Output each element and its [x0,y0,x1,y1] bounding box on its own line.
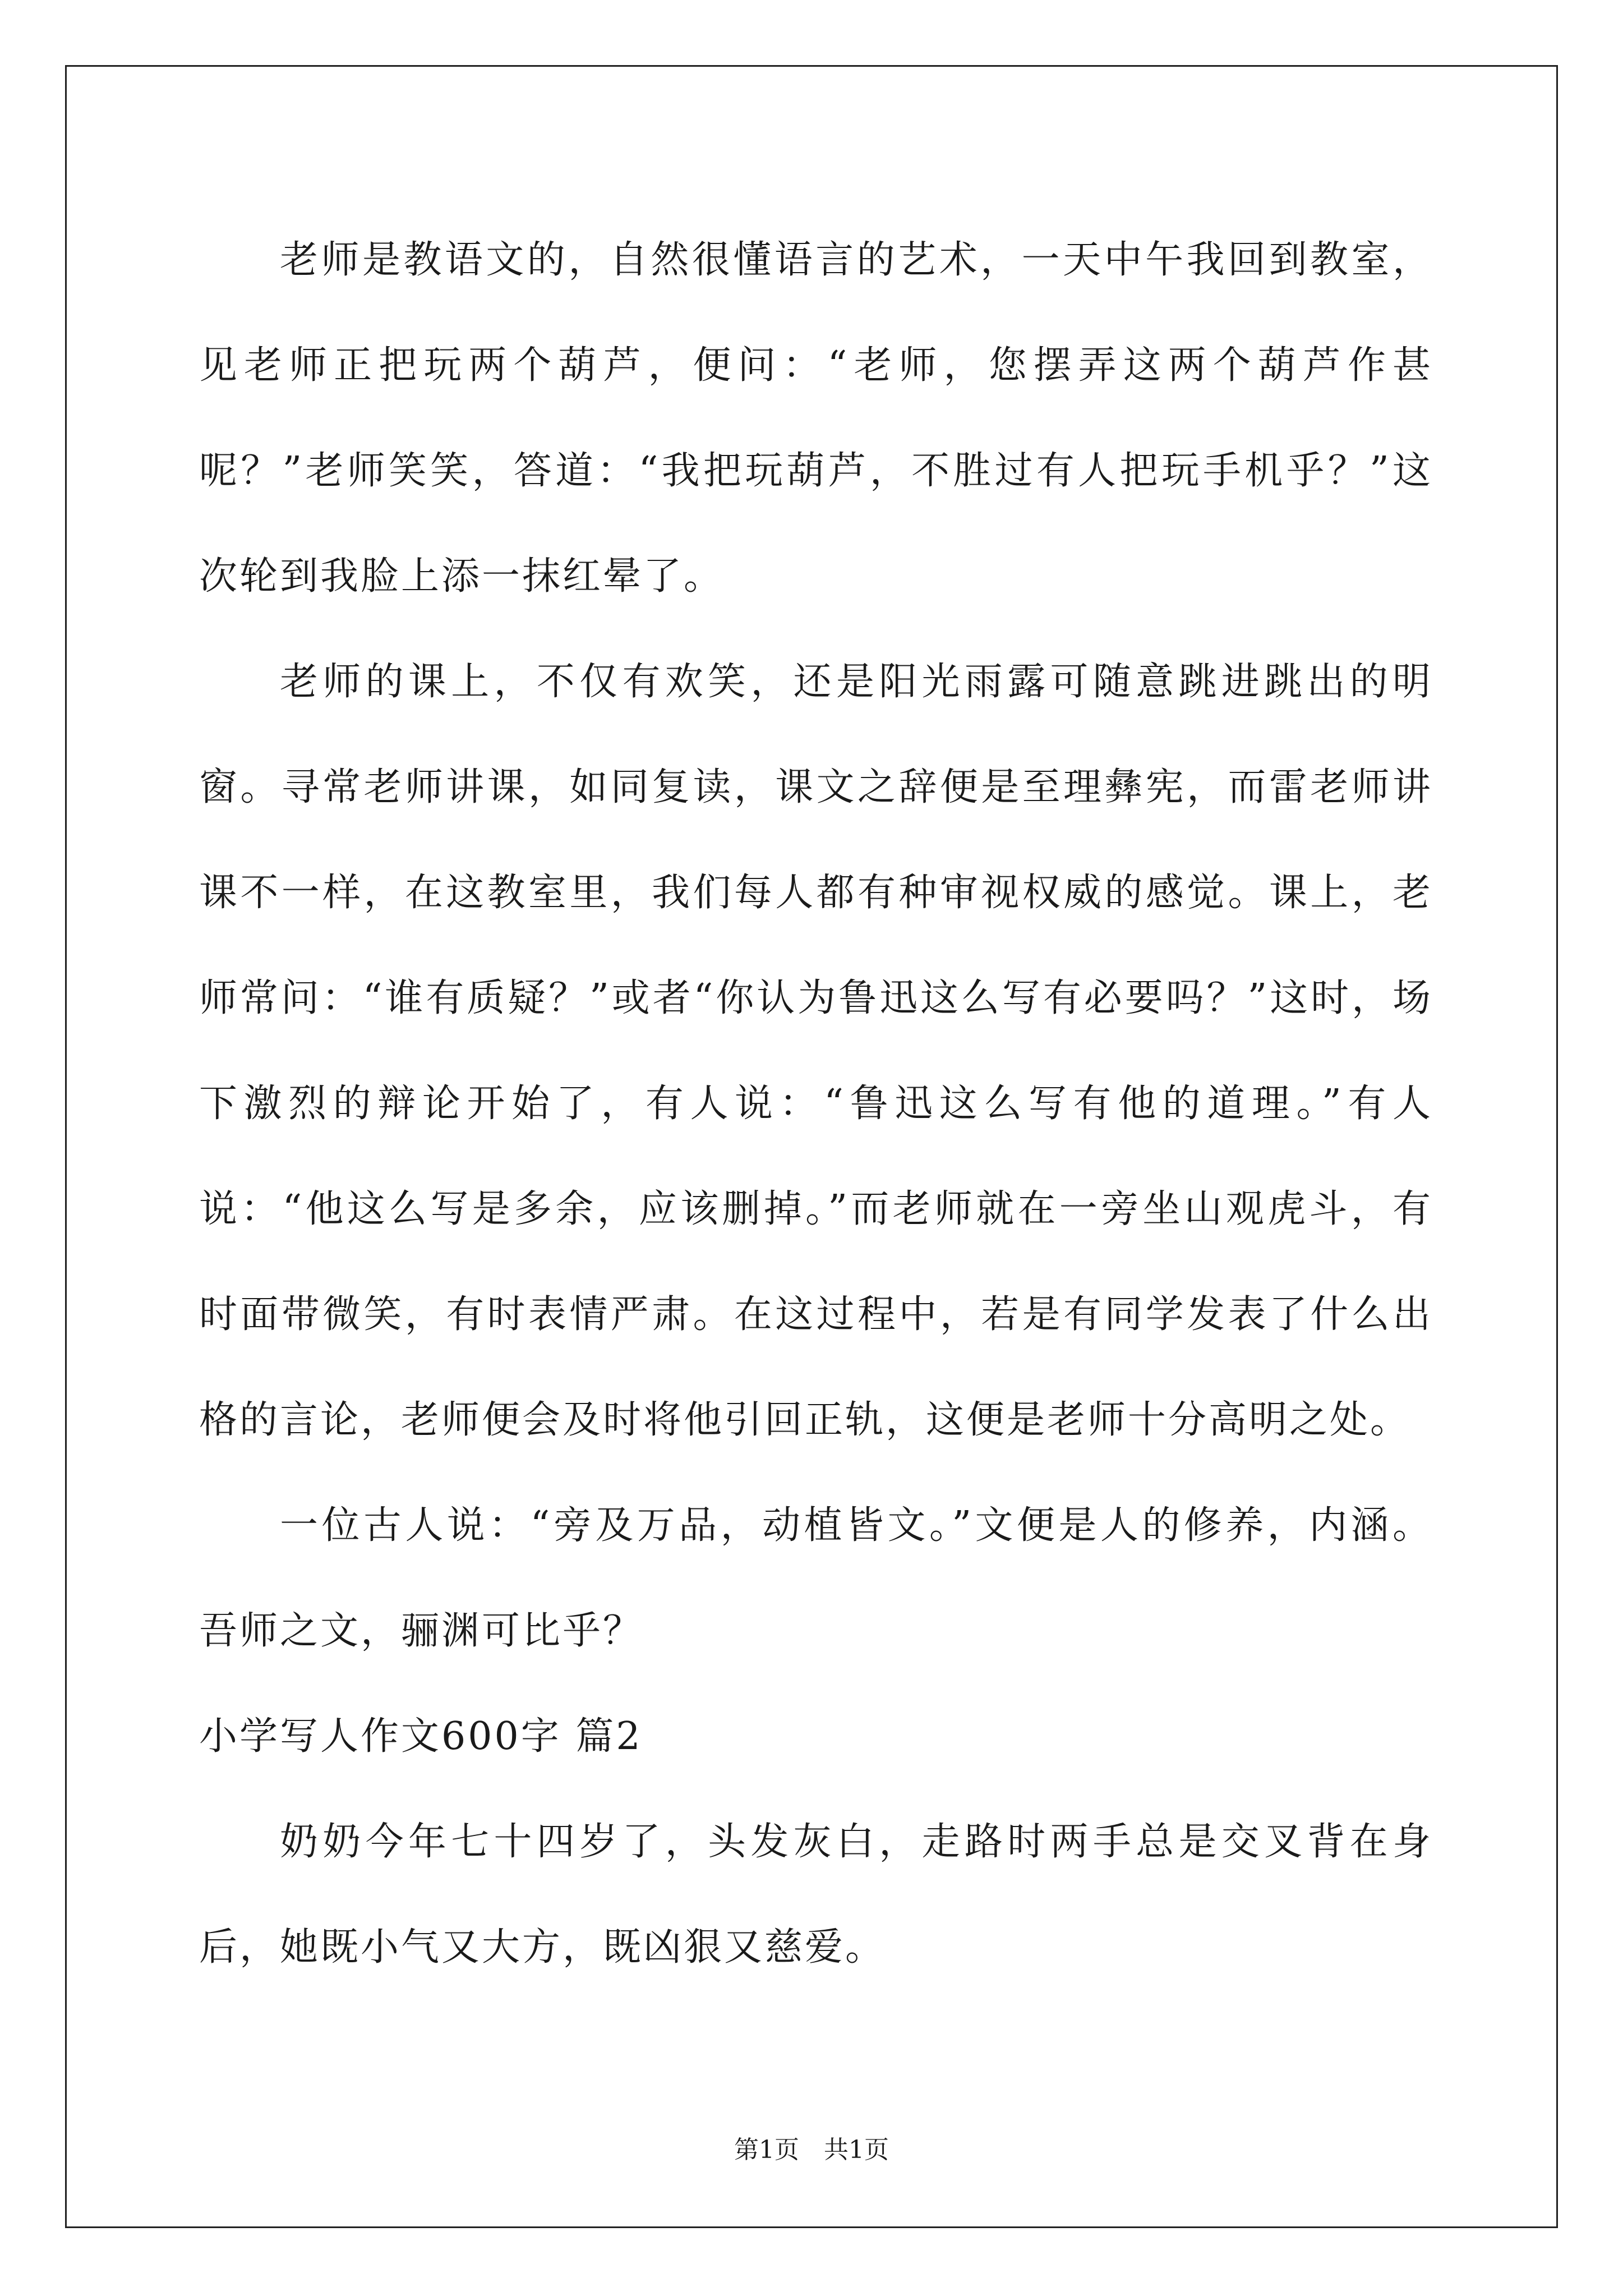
section-heading: 小学写人作文600字 篇2 [199,1714,643,1759]
document-body [199,208,1433,2000]
paragraph-4: 奶奶今年七十四岁了，头发灰白，走路时两手总是交叉背在身后，她既小气又大方，既凶狠又慈爱。 [199,1820,1433,1970]
paragraph-3: 一位古人说：“旁及万品，动植皆文。”文便是人的修养，内涵。吾师之文，骊渊可比乎？ [199,1503,1433,1653]
paragraph-1: 老师是教语文的，自然很懂语言的艺术，一天中午我回到教室，见老师正把玩两个葫芦，便问：“老师，您摆弄这两个葫芦作甚呢？”老师笑笑，答道：“我把玩葫芦，不胜过有人把玩手机乎？”这次轮到我脸上添一抹红晕了。 [199,238,1433,599]
page-footer: 第1页 共1页 [734,2136,889,2164]
paragraph-2: 老师的课上，不仅有欢笑，还是阳光雨露可随意跳进跳出的明窗。寻常老师讲课，如同复读，课文之辞便是至理彝宪，而雷老师讲课不一样，在这教室里，我们每人都有种审视权威的感觉。课上，老师常问：“谁有质疑？”或者“你认为鲁迅这么写有必要吗？”这时，场下激烈的辩论开始了，有人说：“鲁迅这么写有他的道理。”有人说：“他这么写是多余，应该删掉。”而老师就在一旁坐山观虎斗，有时面带微笑，有时表情严肃。在这过程中，若是有同学发表了什么出格的言论，老师便会及时将他引回正轨，这便是老师十分高明之处。 [199,660,1433,1442]
